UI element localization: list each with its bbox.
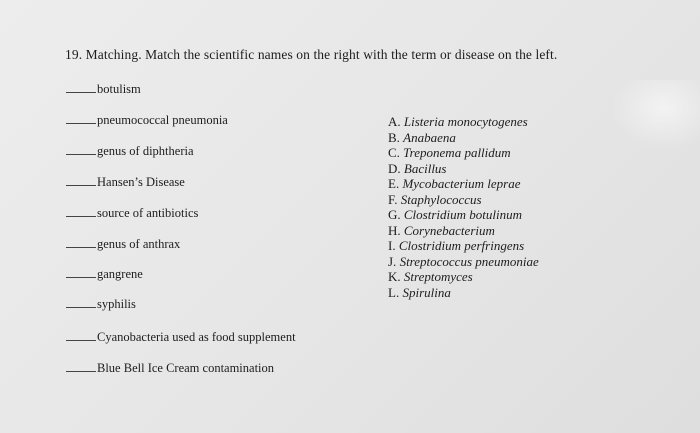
answer-name: Mycobacterium leprae (402, 176, 521, 191)
answer-blank[interactable] (66, 123, 96, 124)
answer-letter: H. (388, 222, 401, 238)
term-row (66, 206, 198, 221)
term-label: Hansen’s Disease (97, 175, 185, 189)
term-row (66, 267, 143, 282)
term-label: botulism (97, 82, 141, 96)
answer-letter: F. (388, 191, 398, 207)
answer-option (388, 269, 539, 285)
answer-blank[interactable] (66, 307, 96, 308)
answer-letter: K. (388, 269, 401, 284)
term-label: gangrene (97, 267, 143, 281)
answer-name: Spirulina (402, 284, 451, 300)
answer-name: Streptomyces (403, 269, 473, 284)
term-label: pneumococcal pneumonia (97, 113, 228, 127)
term-label: genus of diphtheria (97, 144, 194, 158)
answer-letter: C. (388, 145, 400, 160)
term-label: source of antibiotics (97, 206, 199, 220)
answer-blank[interactable] (66, 340, 96, 341)
term-row (66, 297, 136, 312)
light-glare (610, 80, 700, 150)
answer-letter: I. (388, 238, 396, 253)
answer-name: Bacillus (403, 160, 447, 176)
answer-letter: G. (388, 207, 401, 222)
term-row (66, 144, 194, 159)
answer-name: Clostridium botulinum (403, 207, 522, 222)
answer-blank[interactable] (66, 216, 96, 217)
answer-option (388, 254, 539, 270)
answer-option (388, 223, 539, 239)
term-row (66, 330, 296, 345)
answer-option (388, 192, 539, 208)
answer-blank[interactable] (66, 92, 96, 93)
answer-letter: A. (388, 114, 401, 129)
term-row (66, 237, 180, 252)
answer-option (388, 285, 539, 301)
answer-name: Corynebacterium (403, 222, 495, 238)
term-label: Blue Bell Ice Cream contamination (97, 361, 275, 375)
answer-option (388, 145, 539, 161)
answer-option (388, 130, 539, 146)
answer-option (388, 114, 539, 130)
answer-letter: J. (388, 253, 397, 269)
question-prompt: 19. Matching. Match the scientific names on the right with the term or disease on the left. (65, 47, 558, 62)
answer-option (388, 161, 539, 177)
answer-letter: D. (388, 160, 401, 176)
answer-blank[interactable] (66, 371, 96, 372)
answer-name: Treponema pallidum (403, 145, 511, 160)
answer-option (388, 176, 539, 192)
answer-option (388, 207, 539, 223)
answer-letter: L. (388, 284, 400, 300)
answer-name: Staphylococcus (400, 191, 482, 207)
term-row (66, 82, 141, 97)
term-row (66, 361, 274, 376)
term-label: genus of anthrax (97, 237, 181, 251)
term-row (66, 113, 228, 128)
answer-letter: B. (388, 129, 400, 145)
answer-name: Streptococcus pneumoniae (399, 253, 539, 269)
answer-name: Clostridium perfringens (398, 238, 525, 253)
answer-key-list (388, 114, 539, 300)
term-label: syphilis (97, 297, 136, 311)
answer-name: Anabaena (403, 129, 456, 145)
answer-option (388, 238, 539, 254)
answer-name: Listeria monocytogenes (403, 114, 528, 129)
term-label: Cyanobacteria used as food supplement (97, 330, 296, 344)
answer-blank[interactable] (66, 185, 96, 186)
term-row (66, 175, 185, 190)
answer-letter: E. (388, 176, 400, 191)
answer-blank[interactable] (66, 247, 96, 248)
answer-blank[interactable] (66, 277, 96, 278)
answer-blank[interactable] (66, 154, 96, 155)
